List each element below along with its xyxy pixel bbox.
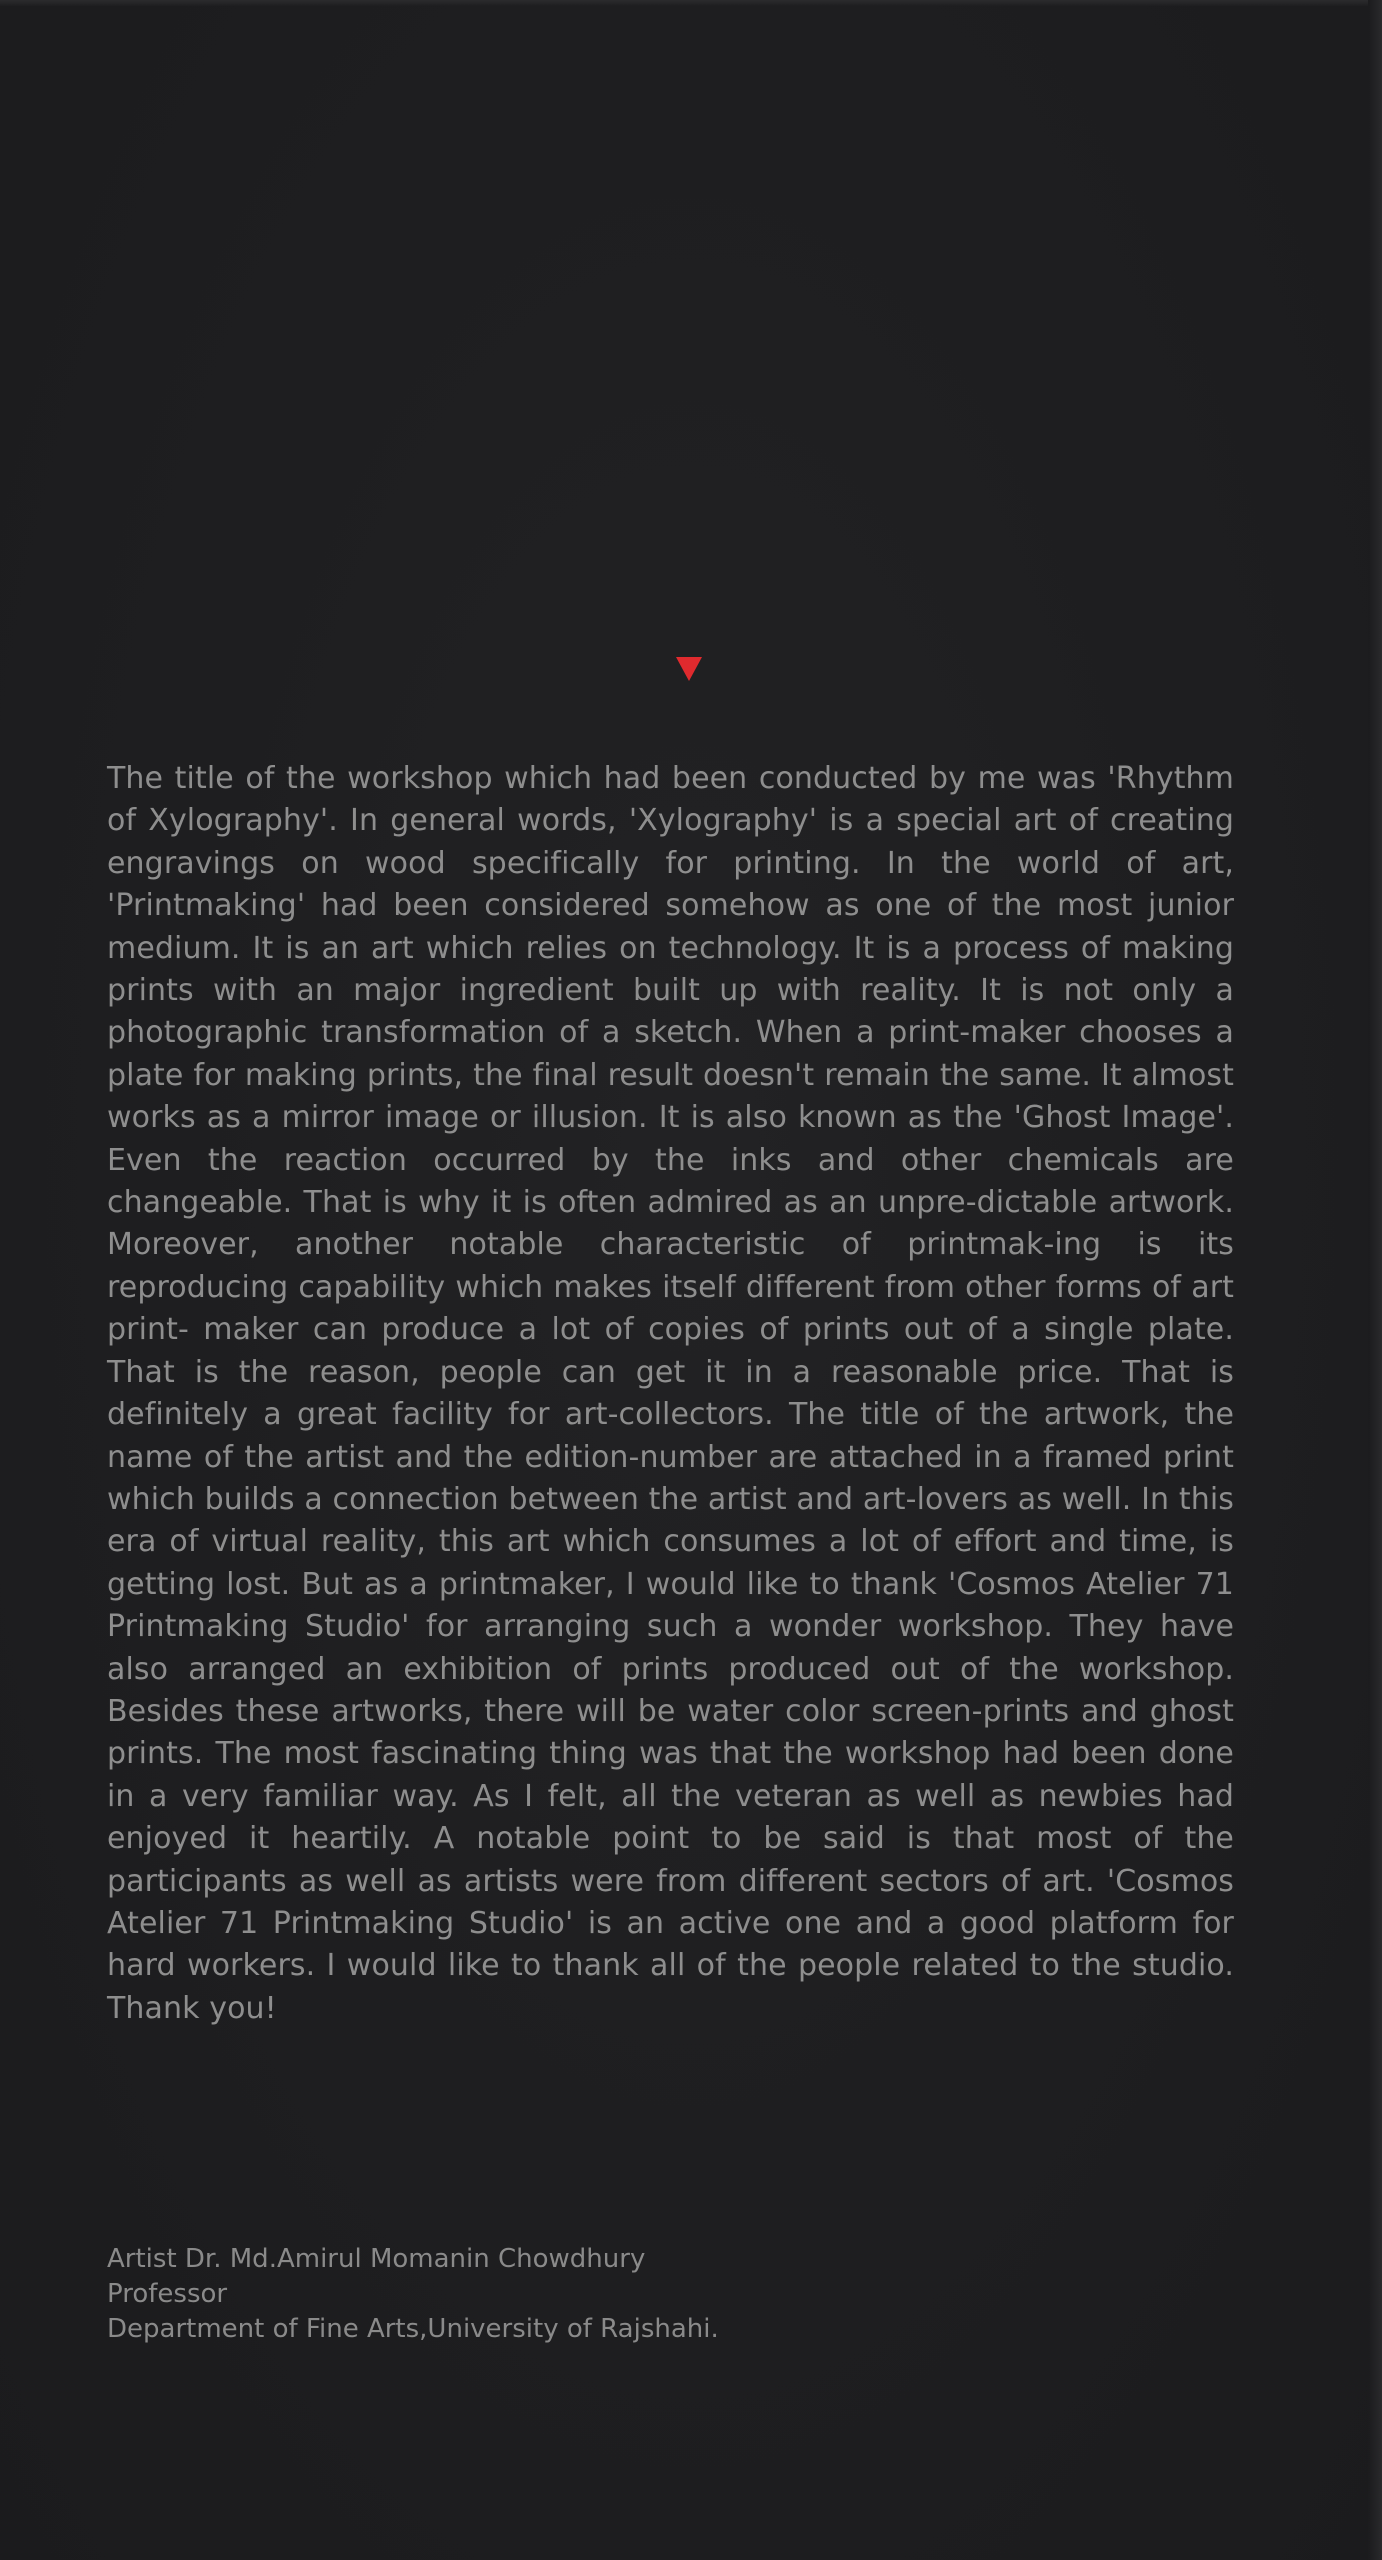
body-paragraph: The title of the workshop which had been conducted by me was 'Rhythm of Xylography'. In general words, 'Xylography' is a special art of creating engravings on wood specifically for printing. In the world of art, 'Printmaking' had been considered somehow as one of the most junior medium. It is an art which relies on technology. It is a process of making prints with an major ingredient built up with reality. It is not only a photographic transformation of a sketch. When a print-maker chooses a plate for making prints, the final result doesn't remain the same. It almost works as a mirror image or illusion. It is also known as the 'Ghost Image'. Even the reaction occurred by the inks and other chemicals are changeable. That is why it is often admired as an unpre-dictable artwork. Moreover, another notable characteristic of printmak-ing is its reproducing capability which makes itself different from other forms of art print- maker can produce a lot of copies of prints out of a single plate. That is the reason, people can get it in a reasonable price. That is definitely a great facility for art-collectors. The title of the artwork, the name of the artist and the edition-number are attached in a framed print which builds a connection between the artist and art-lovers as well. In this era of virtual reality, this art which consumes a lot of effort and time, is getting lost. But as a printmaker, I would like to thank 'Cosmos Atelier 71 Printmaking Studio' for arranging such a wonder workshop. They have also arranged an exhibition of prints produced out of the workshop. Besides these artworks, there will be water color screen-prints and ghost prints. The most fascinating thing was that the workshop had been done in a very familiar way. As I felt, all the veteran as well as newbies had enjoyed it heartily. A notable point to be said is that most of the participants as well as artists were from different sectors of art. 'Cosmos Atelier 71 Printmaking Studio' is an active one and a good platform for hard workers. I would like to thank all of the people related to the studio. Thank you! xyxy=(107,761,1234,2026)
signature-name: Artist Dr. Md.Amirul Momanin Chowdhury xyxy=(107,2244,646,2274)
signature-affiliation: Department of Fine Arts,University of Rajshahi. xyxy=(107,2314,719,2344)
page-top-edge xyxy=(0,0,1382,6)
page-right-edge xyxy=(1368,0,1382,2560)
signature-title: Professor xyxy=(107,2279,228,2309)
signature-block xyxy=(107,2242,1007,2347)
red-down-triangle-icon xyxy=(676,657,702,681)
